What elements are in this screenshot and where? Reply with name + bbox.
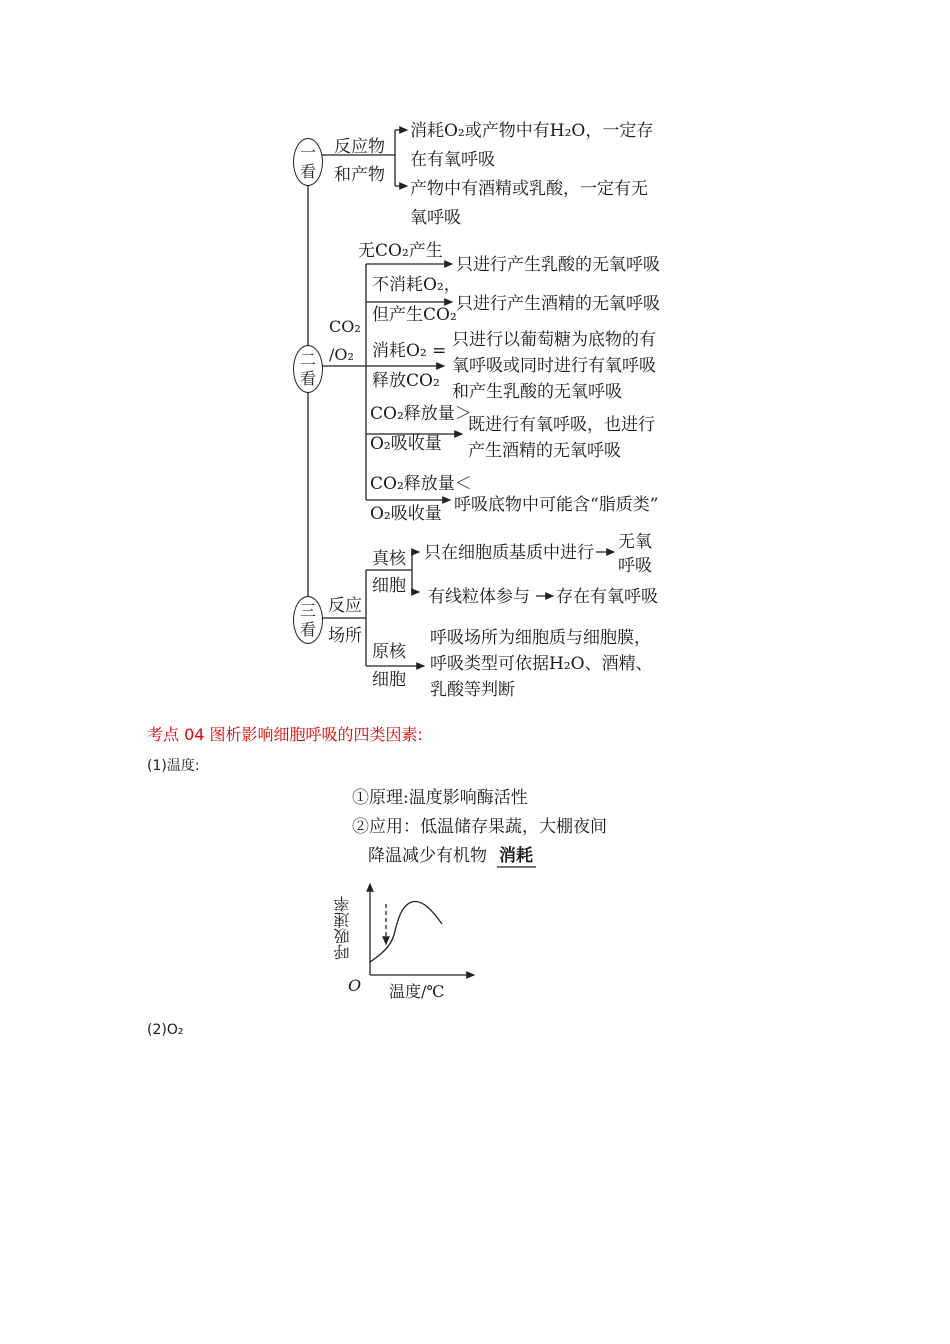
look3-euk-line1: 真核 <box>372 549 406 569</box>
look3-euk-branch2-res: 存在有氧呼吸 <box>556 587 658 607</box>
look3-euk-branch2: 有线粒体参与 <box>428 587 530 607</box>
look3-euk-branch1-res-1: 无氧 <box>618 532 652 552</box>
response-curve <box>370 902 442 962</box>
look2-res5: 呼吸底物中可能含“脂质类” <box>454 495 659 515</box>
look2-res3-line2: 氧呼吸或同时进行有氧呼吸 <box>452 356 656 376</box>
look3-label-1: 反应 <box>328 596 362 616</box>
look2-res3-line1: 只进行以葡萄糖为底物的有 <box>452 330 656 350</box>
item2-label: (2)O₂ <box>147 1022 184 1038</box>
look2-cond2-line1: 不消耗O₂， <box>372 275 461 295</box>
look2-cond3-line1: 消耗O₂ = <box>372 341 447 361</box>
look3-prok-res-1: 呼吸场所为细胞质与细胞膜， <box>430 628 651 648</box>
temp-application-emph: 消耗 <box>499 846 533 866</box>
item1-label: (1)温度: <box>147 758 200 774</box>
look1-circle: 一 看 <box>293 138 323 186</box>
look2-circle: 二 看 <box>293 345 323 393</box>
look2-cond1: 无CO₂产生 <box>358 241 443 261</box>
chart-origin: O <box>348 976 362 995</box>
look3-prok-res-3: 乳酸等判断 <box>430 680 515 700</box>
look1-label-2: 和产物 <box>334 165 385 185</box>
look2-cond2-line2: 但产生CO₂ <box>372 305 457 325</box>
look1-branch1-line1: 消耗O₂或产物中有H₂O，一定存 <box>410 121 654 141</box>
temperature-chart <box>370 867 536 975</box>
look2-cond5-line2: O₂吸收量 <box>370 504 442 524</box>
look3-label-2: 场所 <box>328 626 362 646</box>
look3-euk-branch1: 只在细胞质基质中进行 <box>424 543 594 563</box>
look2-label-1: CO₂ <box>329 317 361 336</box>
temp-application-2: 降温减少有机物 <box>368 846 487 866</box>
temp-principle: ①原理:温度影响酶活性 <box>352 788 528 808</box>
look1-branch1-line2: 在有氧呼吸 <box>410 150 495 170</box>
section-heading: 考点 04 图析影响细胞呼吸的四类因素: <box>147 725 423 744</box>
look3-prok-line1: 原核 <box>372 642 406 662</box>
temp-application-1: ②应用：低温储存果蔬，大棚夜间 <box>352 817 607 837</box>
look3-euk-branch1-res-2: 呼吸 <box>618 556 652 576</box>
look1-branch2-line2: 氧呼吸 <box>410 208 461 228</box>
look2-res4-line2: 产生酒精的无氧呼吸 <box>468 441 621 461</box>
look3-prok-line2: 细胞 <box>372 670 406 690</box>
look2-res3-line3: 和产生乳酸的无氧呼吸 <box>452 382 622 402</box>
look1-label-1: 反应物 <box>334 137 385 157</box>
look2-cond3-line2: 释放CO₂ <box>372 371 440 391</box>
look2-label-2: /O₂ <box>329 345 354 364</box>
look3-circle: 三 看 <box>293 596 323 644</box>
look2-res4-line1: 既进行有氧呼吸，也进行 <box>468 415 655 435</box>
look2-cond4-line2: O₂吸收量 <box>370 434 442 454</box>
look3-euk-line2: 细胞 <box>372 576 406 596</box>
look2-res1: 只进行产生乳酸的无氧呼吸 <box>456 255 660 275</box>
look2-cond4-line1: CO₂释放量＞ <box>370 404 472 424</box>
look2-cond5-line1: CO₂释放量＜ <box>370 474 472 494</box>
chart-y-label: 呼吸速率 <box>333 896 352 960</box>
look3-prok-res-2: 呼吸类型可依据H₂O、酒精、 <box>430 654 653 674</box>
look1-branch2-line1: 产物中有酒精或乳酸，一定有无 <box>410 179 648 199</box>
look2-res2: 只进行产生酒精的无氧呼吸 <box>456 294 660 314</box>
chart-x-label: 温度/℃ <box>389 982 445 1001</box>
